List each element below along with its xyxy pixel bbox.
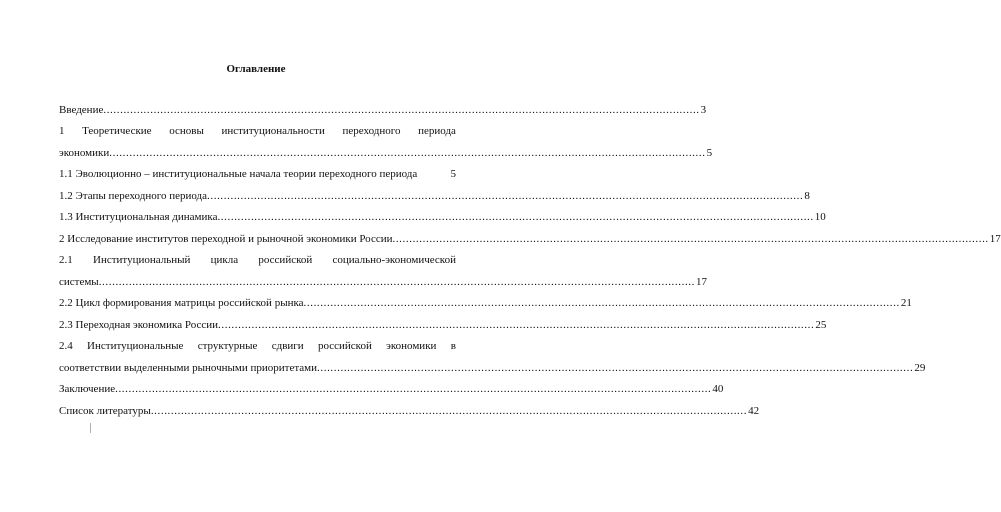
toc-entry-intro[interactable] <box>59 95 707 117</box>
toc-entry-text: 2.2 Цикл формирования матрицы российской рынка <box>59 297 304 309</box>
toc-word: структурные <box>197 340 258 352</box>
toc-entry-page: 17 <box>989 232 1001 245</box>
toc-word: в <box>450 340 456 352</box>
toc-leader-dots: .................................................................................................................................................................................. <box>115 383 712 395</box>
toc-entry-page: 5 <box>706 146 713 159</box>
toc-entry-1-3[interactable] <box>59 203 826 225</box>
toc-word: Институциональные <box>87 340 184 352</box>
toc-entry-page: 8 <box>804 189 810 202</box>
toc-leader-dots: .................................................................................................................................................................................. <box>98 275 696 288</box>
toc-entry-references[interactable] <box>59 396 760 418</box>
toc-entry-text: экономики <box>59 146 110 159</box>
toc-word: российской <box>258 254 313 266</box>
toc-word: цикла <box>210 254 239 266</box>
toc-leader-dots: .................................................................................................................................................................................. <box>103 103 700 116</box>
toc-entry-page: 25 <box>815 318 827 331</box>
toc-entry-2-3[interactable] <box>59 310 827 332</box>
toc-word: социально-экономической <box>332 254 456 266</box>
toc-leader-dots: .................................................................................................................................................................................. <box>303 297 900 309</box>
toc-entry-1-2[interactable] <box>59 181 810 203</box>
toc-entry-1-1[interactable] <box>59 160 456 182</box>
toc-entry-text: Список литературы <box>59 404 151 417</box>
toc-leader-dots: .................................................................................................................................................................................. <box>207 189 804 202</box>
toc-entry-text: системы <box>59 275 99 288</box>
toc-entry-text: 1.2 Этапы переходного периода <box>59 189 208 202</box>
toc-entry-page: 40 <box>712 383 724 395</box>
toc-entry-2-4-line-1[interactable] <box>59 332 456 354</box>
toc-word: переходного <box>342 125 401 137</box>
toc-entry-chapter-2[interactable] <box>59 224 1001 246</box>
toc-entry-2-1-line-1[interactable] <box>59 246 456 268</box>
toc-entry-2-2[interactable] <box>59 289 912 311</box>
toc-entry-page: 17 <box>696 275 708 288</box>
toc-entry-page: 3 <box>700 103 707 116</box>
page-title: Оглавление <box>226 63 286 75</box>
toc-word: 2.4 <box>59 340 73 352</box>
toc-word: 2.1 <box>59 254 73 266</box>
toc-entry-text: 2 Исследование институтов переходной и рыночной экономики России <box>59 232 393 245</box>
toc-entry-text: Введение <box>59 103 104 116</box>
toc-word: экономики <box>386 340 437 352</box>
toc-entry-chapter-1-line-2[interactable] <box>59 138 713 160</box>
toc-leader-dots: .................................................................................................................................................................................. <box>217 211 814 223</box>
toc-leader-dots: .................................................................................................................................................................................. <box>150 404 748 417</box>
text-cursor <box>90 423 91 433</box>
toc-entry-page: 42 <box>748 404 760 417</box>
table-of-contents <box>59 95 1001 418</box>
toc-leader-dots: .................................................................................................................................................................................. <box>317 361 914 374</box>
toc-entry-2-1-line-2[interactable] <box>59 267 708 289</box>
toc-entry-conclusion[interactable] <box>59 375 724 397</box>
toc-entry-chapter-1-line-1[interactable] <box>59 117 456 139</box>
toc-word: институциональности <box>221 125 325 137</box>
toc-entry-page: 21 <box>900 297 912 309</box>
toc-entry-page: 5 <box>450 168 456 180</box>
toc-word: Теоретические <box>82 125 152 137</box>
toc-entry-text: 2.3 Переходная экономика России <box>59 318 219 331</box>
toc-entry-page: 10 <box>814 211 826 223</box>
toc-entry-text: 1.3 Институциональная динамика <box>59 211 218 223</box>
toc-word: 1 <box>59 125 65 137</box>
toc-entry-2-4-line-2[interactable] <box>59 353 926 375</box>
toc-word: Институциональный <box>93 254 191 266</box>
toc-word: периода <box>418 125 456 137</box>
toc-leader-dots: .................................................................................................................................................................................. <box>109 146 706 159</box>
toc-word: сдвиги <box>271 340 304 352</box>
toc-entry-text: соответствии выделенными рыночными приоритетами <box>59 361 318 374</box>
toc-leader-dots: .................................................................................................................................................................................. <box>218 318 815 331</box>
toc-word: российской <box>317 340 372 352</box>
toc-word: основы <box>169 125 204 137</box>
toc-entry-text: Заключение <box>59 383 116 395</box>
toc-entry-page: 29 <box>914 361 926 374</box>
toc-entry-text: 1.1 Эволюционно – институциональные начала теории переходного периода <box>59 168 418 180</box>
toc-leader-dots: .................................................................................................................................................................................. <box>392 232 989 245</box>
